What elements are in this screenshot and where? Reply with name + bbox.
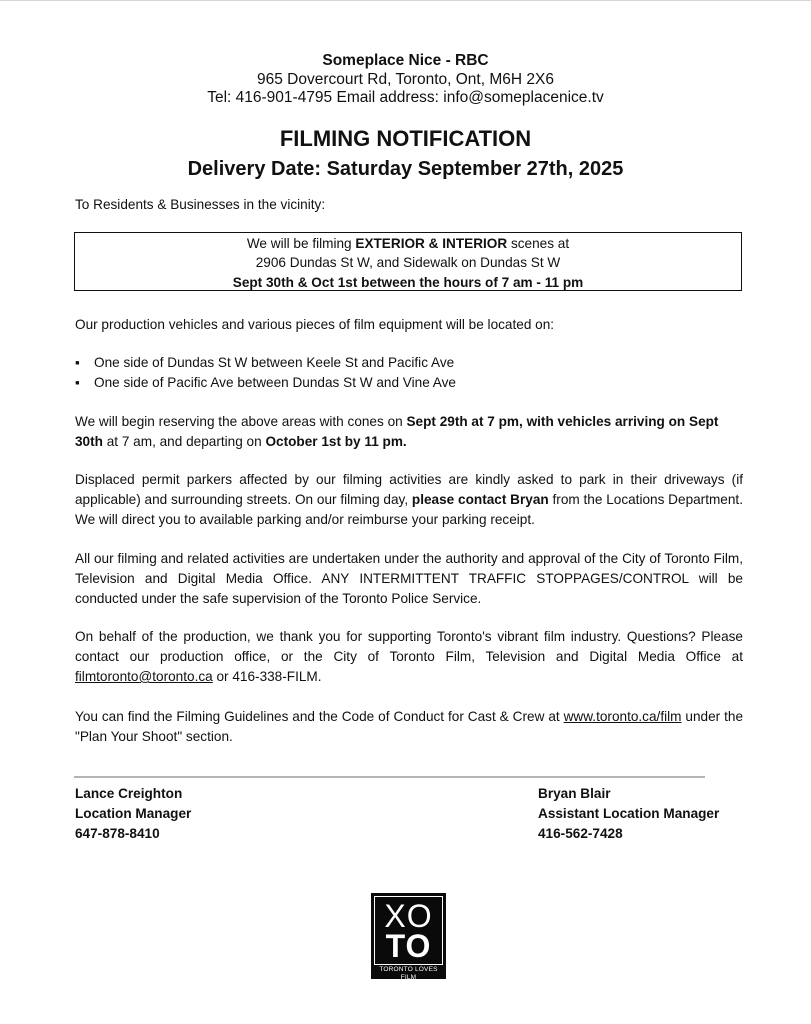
company-name: Someplace Nice - RBC: [322, 52, 489, 69]
signatory-role: Location Manager: [75, 806, 192, 821]
logo-to-text: TO: [385, 928, 432, 964]
signature-right: [538, 784, 719, 844]
signatory-name: Lance Creighton: [75, 786, 183, 801]
signature-divider: [74, 776, 705, 778]
logo-xo-text: XO: [384, 898, 433, 934]
thanks-paragraph: On behalf of the production, we thank you for supporting Toronto's vibrant film industry. Questions? Please contact our production office, or the City of Toronto Film, Television and Digital Media Office at filmtoronto@toronto.ca or 416-338-FILM.: [75, 629, 743, 684]
bullet-icon: ▪: [75, 375, 80, 390]
guidelines-paragraph: You can find the Filming Guidelines and the Code of Conduct for Cast & Crew at www.toronto.ca/film under the "Plan Your Shoot" section.: [75, 709, 743, 744]
signature-left: [75, 784, 191, 844]
greeting: To Residents & Businesses in the vicinity:: [75, 197, 326, 212]
signatory-phone: 647-878-8410: [75, 826, 160, 841]
logo-divider: [377, 964, 440, 965]
filming-notification-page: Someplace Nice - RBC 965 Dovercourt Rd, Toronto, Ont, M6H 2X6 Tel: 416-901-4795 Email address: info@someplacenice.tv FILMING NOTIFICATION Delivery Date: Saturday September 27th, 2025 To Residents & Businesses in the vicinity: We will be filming EXTERIOR & INTERIOR scenes at 2906 Dundas St W, and Sidewalk on Dundas St W Sept 30th & Oct 1st between the hours of 7 am - 11 pm Our production vehicles and various pieces of film equipment will be located on: ▪ One side of Dundas St W between Keele St and Pacific Ave ▪ One side of Pacific Ave between Dundas St W and Vine Ave We will begin reserving the above areas with cones on Sept 29th at 7 pm, with vehicles arriving on Sept 30th at 7 am, and departing on October 1st by 11 pm. Displaced permit parkers affected by our filming activities are kindly asked to park in their driveways (if applicable) and surrounding streets. On our filming day, please contact Bryan from the Locations Department. We will direct you to available parking and/or reimburse your parking receipt. All our filming and related activities are undertaken under the authority and approval of the City of Toronto Film, Television and Digital Media Office. ANY INTERMITTENT TRAFFIC STOPPAGES/CONTROL will be conducted under the safe supervision of the Toronto Police Service. On behalf of the production, we thank you for supporting Toronto's vibrant film industry. Questions? Please contact our production office, or the City of Toronto Film, Television and Digital Media Office at filmtoronto@toronto.ca or 416-338-FILM. You can find the Filming Guidelines and the Code of Conduct for Cast & Crew at www.toronto.ca/film under the "Plan Your Shoot" section. Lance Creighton Location Manager 647-878-8410 Bryan Blair Assistant Location Manager 416-562-7428 XO TO TORONTO LOVES FILM: [0, 0, 811, 1024]
schedule-paragraph: We will begin reserving the above areas with cones on Sept 29th at 7 pm, with vehicles arriving on Sept 30th at 7 am, and departing on October 1st by 11 pm.: [75, 414, 719, 449]
authority-paragraph: All our filming and related activities are undertaken under the authority and approval of the City of Toronto Film, Television and Digital Media Office. ANY INTERMITTENT TRAFFIC STOPPAGES/CONTROL will be conducted under the safe supervision of the Toronto Police Service.: [75, 551, 743, 606]
signatory-name: Bryan Blair: [538, 786, 611, 801]
page-title: FILMING NOTIFICATION: [279, 126, 532, 151]
parking-paragraph: Displaced permit parkers affected by our filming activities are kindly asked to park in their driveways (if applicable) and surrounding streets. On our filming day, please contact Bryan from the Locations Department. We will direct you to available parking and/or reimburse your parking receipt.: [75, 472, 743, 527]
vehicles-intro: Our production vehicles and various pieces of film equipment will be located on:: [75, 317, 555, 332]
box-line-2: 2906 Dundas St W, and Sidewalk on Dundas St W: [255, 255, 561, 271]
film-website-link[interactable]: www.toronto.ca/film: [563, 709, 682, 724]
toronto-loves-film-logo: [371, 893, 446, 979]
company-contact: Tel: 416-901-4795 Email address: info@someplacenice.tv: [207, 89, 604, 106]
signatory-role: Assistant Location Manager: [538, 806, 720, 821]
company-address: 965 Dovercourt Rd, Toronto, Ont, M6H 2X6: [257, 71, 554, 88]
logo-tagline: TORONTO LOVES FILM: [379, 966, 438, 981]
box-line-1: We will be filming EXTERIOR & INTERIOR scenes at: [246, 236, 570, 251]
box-line-3: Sept 30th & Oct 1st between the hours of 7 am - 11 pm: [232, 274, 584, 290]
bullet-icon: ▪: [75, 355, 80, 370]
page-top-border: [0, 0, 811, 1]
filming-details-box: [74, 232, 742, 291]
signatory-phone: 416-562-7428: [538, 826, 623, 841]
email-link[interactable]: filmtoronto@toronto.ca: [75, 669, 213, 684]
delivery-date: Delivery Date: Saturday September 27th, 2025: [187, 158, 624, 180]
